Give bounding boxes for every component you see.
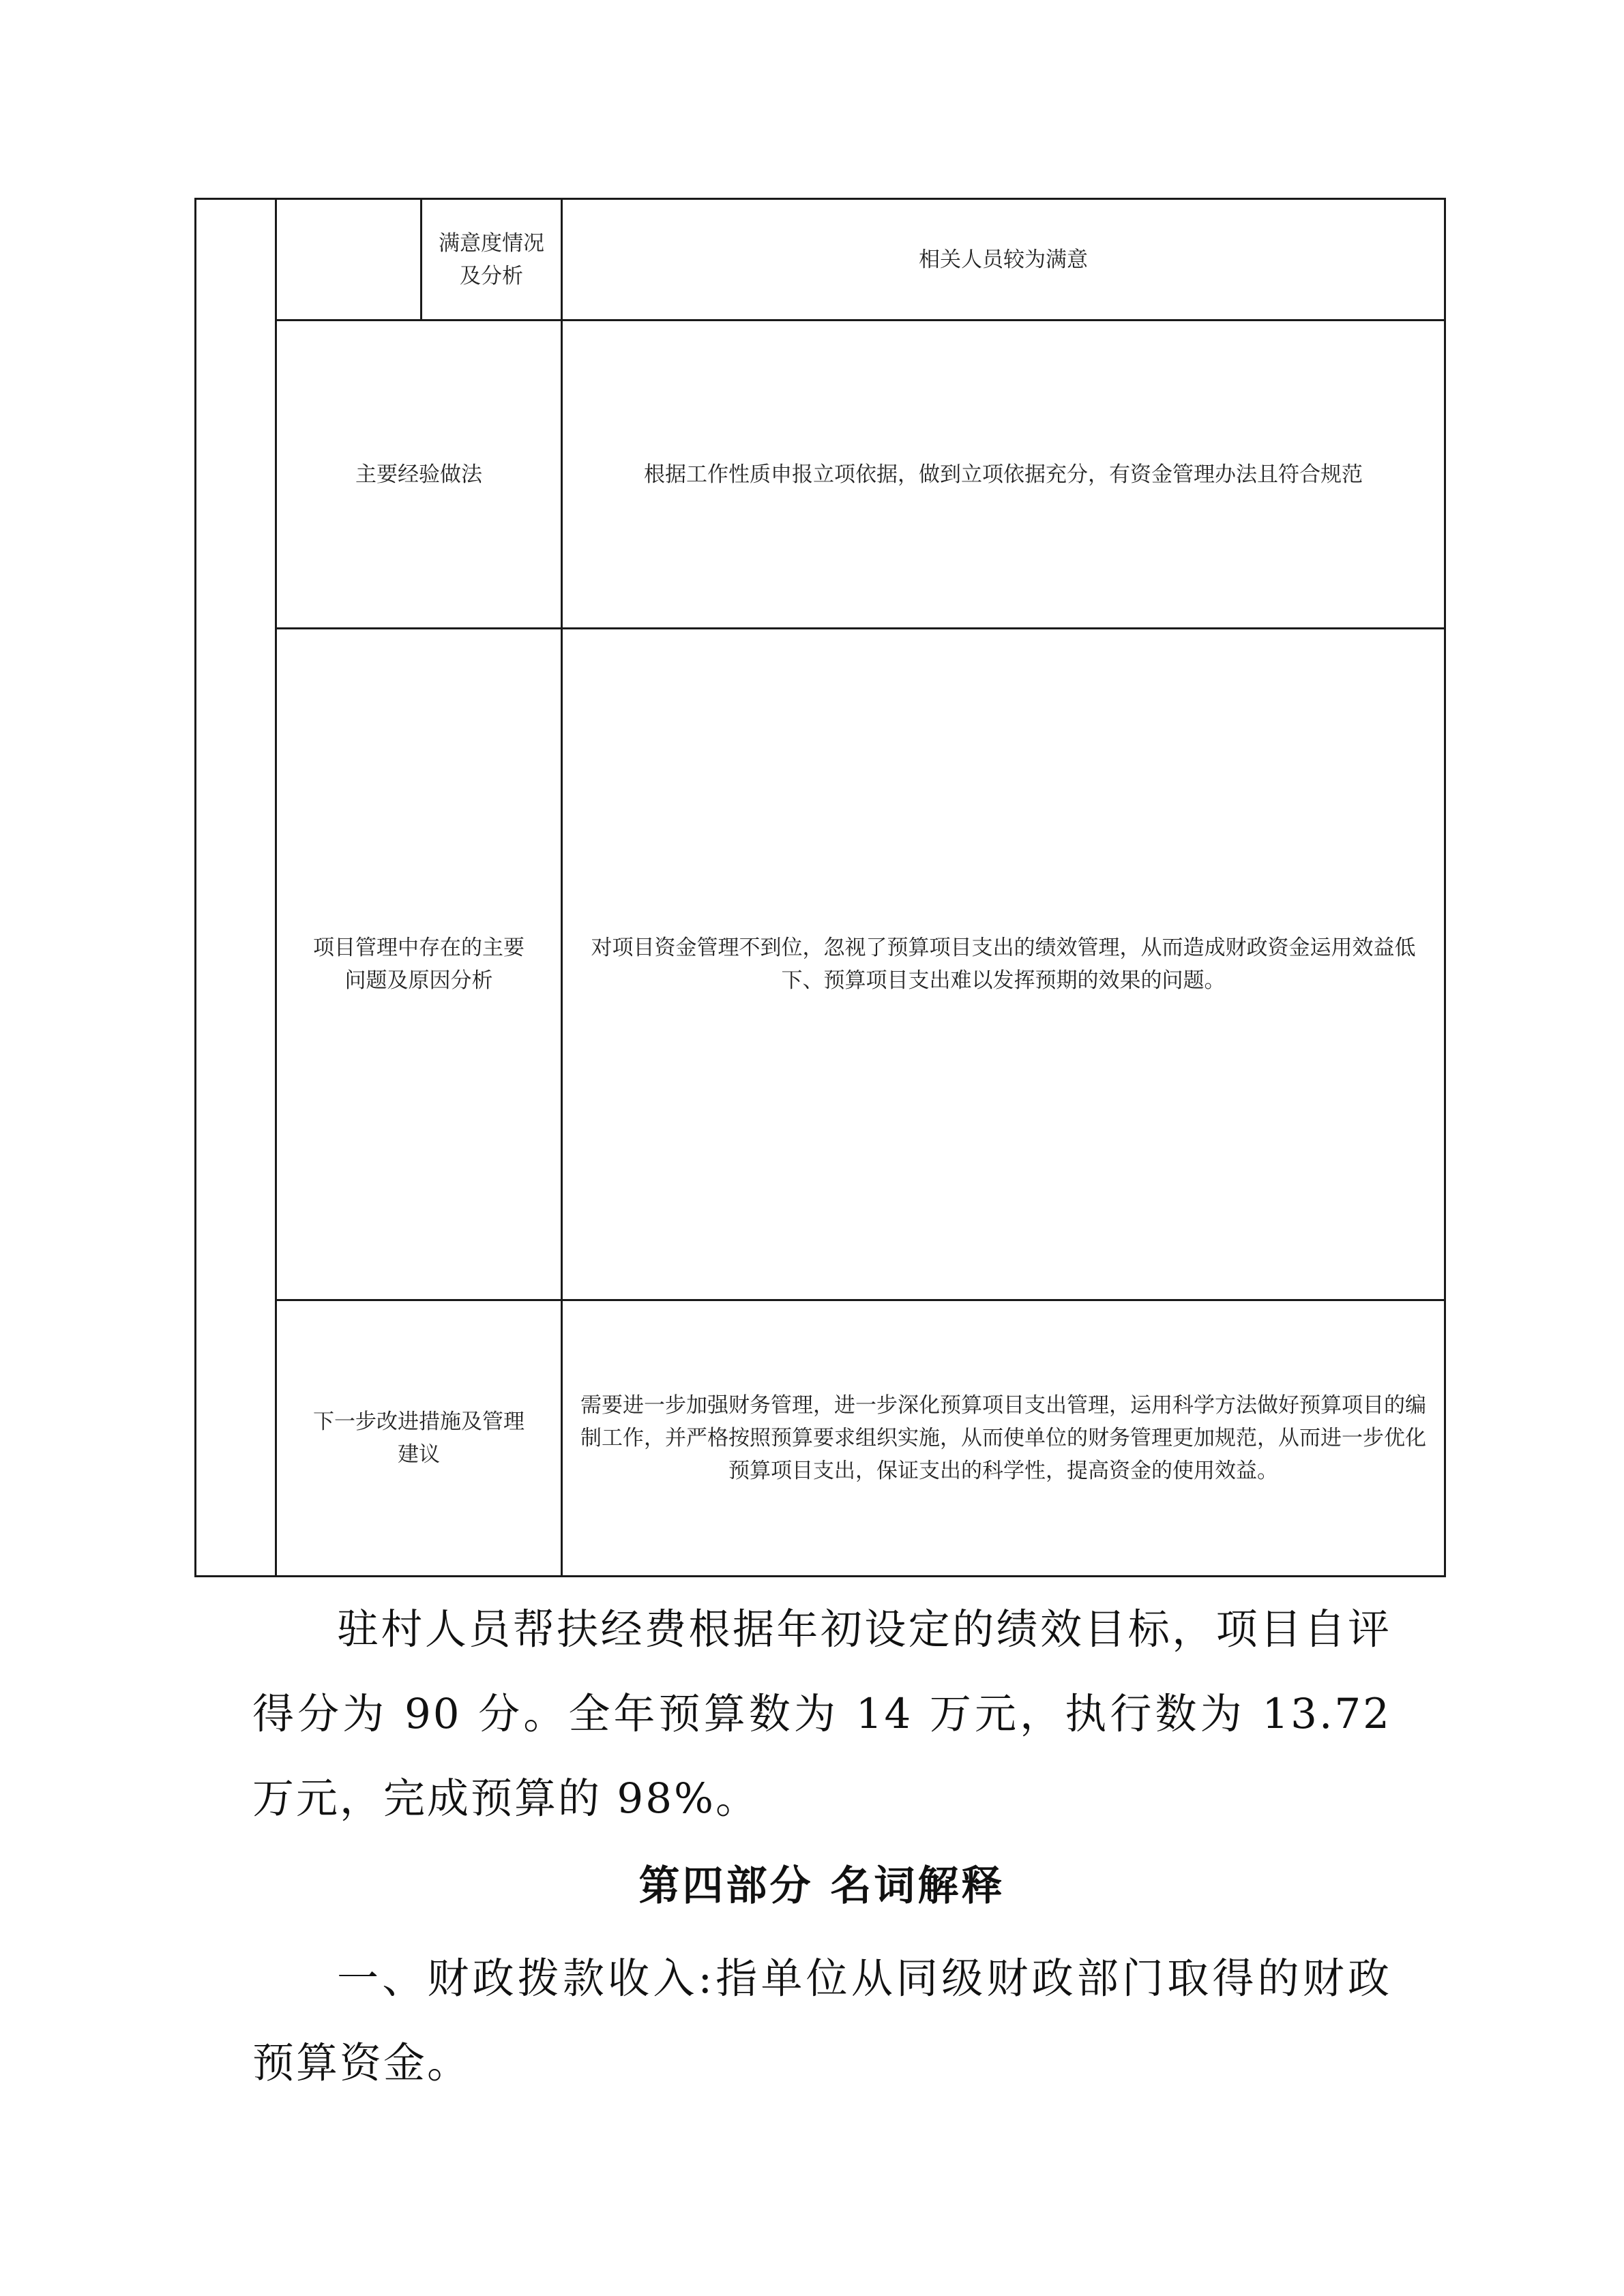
- problems-value-cell: [563, 629, 1444, 1299]
- satisfaction-value-cell: [563, 200, 1444, 319]
- satisfaction-value: 相关人员较为满意: [919, 247, 1088, 272]
- table-border-bottom: [194, 1575, 1446, 1577]
- table-border-left: [194, 198, 196, 1577]
- experience-label: 主要经验做法: [355, 462, 482, 487]
- satisfaction-label-cell: [422, 200, 561, 319]
- section-heading: 第四部分 名词解释: [638, 1862, 1005, 1910]
- problems-label-cell: [277, 629, 561, 1299]
- experience-label-cell: [277, 321, 561, 627]
- table-border-right: [1444, 198, 1446, 1577]
- improvement-label-cell: [277, 1301, 561, 1575]
- experience-value-cell: [563, 321, 1444, 627]
- experience-value: 根据工作性质申报立项依据，做到立项依据充分，有资金管理办法且符合规范: [644, 462, 1363, 487]
- improvement-value: 需要进一步加强财务管理，进一步深化预算项目支出管理，运用科学方法做好预算项目的编制工作，并严格按照预算要求组织实施，从而使单位的财务管理更加规范，从而进一步优化预算项目支出，保证支出的科学性，提高资金的使用效益。: [580, 1393, 1426, 1483]
- definition-paragraph: 一、财政拨款收入:指单位从同级财政部门取得的财政预算资金。: [252, 1954, 1391, 2087]
- satisfaction-label: 满意度情况及分析: [439, 230, 544, 288]
- improvement-value-cell: [563, 1301, 1444, 1575]
- problems-value: 对项目资金管理不到位，忽视了预算项目支出的绩效管理，从而造成财政资金运用效益低下、预算项目支出难以发挥预期的效果的问题。: [591, 936, 1416, 993]
- improvement-label: 下一步改进措施及管理建议: [313, 1410, 525, 1467]
- problems-label: 项目管理中存在的主要问题及原因分析: [313, 936, 525, 993]
- summary-paragraph: 驻村人员帮扶经费根据年初设定的绩效目标，项目自评得分为 90 分。全年预算数为 14 万元，执行数为 13.72 万元，完成预算的 98%。: [252, 1605, 1391, 1823]
